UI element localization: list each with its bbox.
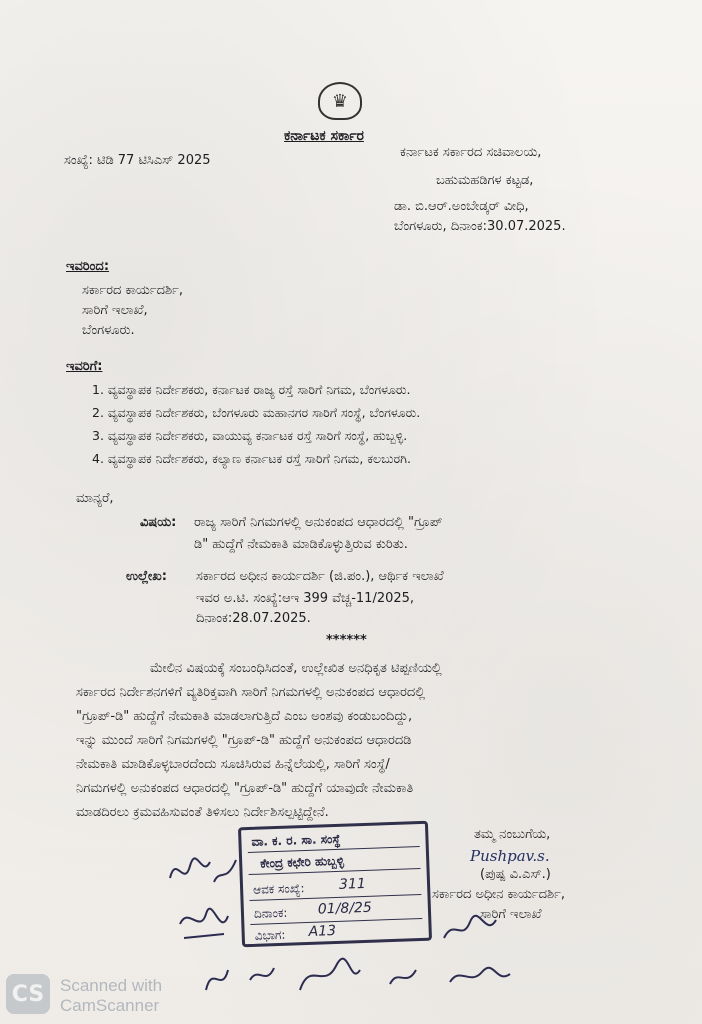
stamp-inward-value: 311 xyxy=(338,875,367,893)
subject-line-1: ರಾಜ್ಯ ಸಾರಿಗೆ ನಿಗಮಗಳಲ್ಲಿ ಅನುಕಂಪದ ಆಧಾರದಲ್ಲಿ "ಗ್ರೂಪ್ xyxy=(194,515,443,530)
closing-yours: ತಮ್ಮ ನಂಬುಗೆಯ, xyxy=(474,827,551,842)
body-line-1: ಮೇಲಿನ ವಿಷಯಕ್ಕೆ ಸಂಬಂಧಿಸಿದಂತೆ, ಉಲ್ಲೇಖಿತ ಅನಧಿಕೃತ ಟಿಪ್ಪಣಿಯಲ್ಲಿ xyxy=(150,661,442,676)
address-line-1: ಕರ್ನಾಟಕ ಸರ್ಕಾರದ ಸಚಿವಾಲಯ, xyxy=(400,145,542,160)
body-line-2: ಸರ್ಕಾರದ ನಿರ್ದೇಶನಗಳಿಗೆ ವ್ಯತಿರಿಕ್ತವಾಗಿ ಸಾರಿಗೆ ನಿಗಮಗಳಲ್ಲಿ ಅನುಕಂಪದ ಆಧಾರದಲ್ಲಿ xyxy=(76,685,426,700)
body-line-3: "ಗ್ರೂಪ್-ಡಿ" ಹುದ್ದೆಗೆ ನೇಮಕಾತಿ ಮಾಡಲಾಗುತ್ತಿದೆ ಎಂಬ ಅಂಶವು ಕಂಡುಬಂದಿದ್ದು, xyxy=(76,709,413,724)
subject-line-2: ಡಿ" ಹುದ್ದೆಗೆ ನೇಮಕಾತಿ ಮಾಡಿಕೊಳ್ಳುತ್ತಿರುವ ಕುರಿತು. xyxy=(194,537,408,552)
address-line-3: ಡಾ. ಬಿ.ಆರ್.ಅಂಬೇಡ್ಕರ್ ವೀಧಿ, xyxy=(394,199,529,214)
body-line-6: ನಿಗಮಗಳಲ್ಲಿ ಅನುಕಂಪದ ಆಧಾರದಲ್ಲಿ "ಗ್ರೂಪ್-ಡಿ" ಹುದ್ದೆಗೆ ಯಾವುದೇ ನೇಮಕಾತಿ xyxy=(76,781,414,796)
stamp-section-value: A13 xyxy=(308,922,337,940)
section-separator: ****** xyxy=(326,633,367,648)
subject-label: ವಿಷಯ: xyxy=(140,515,177,530)
sender-label: ಇವರಿಂದ: xyxy=(66,259,110,274)
recipient-item-3: 3. ವ್ಯವಸ್ಥಾಪಕ ನಿರ್ದೇಶಕರು, ವಾಯುವ್ಯ ಕರ್ನಾಟಕ ರಸ್ತೆ ಸಾರಿಗೆ ಸಂಸ್ಥೆ, ಹುಬ್ಬಳ್ಳಿ. xyxy=(92,428,408,443)
handwritten-initials-1 xyxy=(166,848,240,898)
signatory-designation: ಸರ್ಕಾರದ ಅಧೀನ ಕಾರ್ಯದರ್ಶಿ, xyxy=(432,887,566,902)
reference-label: ಉಲ್ಲೇಖ: xyxy=(126,569,167,584)
letter-date: ಬೆಂಗಳೂರು, ದಿನಾಂಕ:30.07.2025. xyxy=(394,219,566,234)
stamp-office: ಕೇಂದ್ರ ಕಛೇರಿ ಹುಬ್ಬಳ್ಳಿ xyxy=(259,853,345,871)
body-line-7: ಮಾಡದಿರಲು ಕ್ರಮವಹಿಸುವಂತೆ ತಿಳಿಸಲು ನಿರ್ದೇಶಿಸಲ್ಪಟ್ಟಿದ್ದೇನೆ. xyxy=(76,805,329,820)
stamp-inward-label: ಆವಕ ಸಂಖ್ಯೆ: xyxy=(252,881,305,897)
stamp-section-label: ವಿಭಾಗ: xyxy=(254,927,286,943)
handwritten-initials-2 xyxy=(176,904,232,944)
body-line-4: ಇನ್ನು ಮುಂದೆ ಸಾರಿಗೆ ನಿಗಮಗಳಲ್ಲಿ "ಗ್ರೂಪ್-ಡಿ" ಹುದ್ದೆಗೆ ಅನುಕಂಪದ ಆಧಾರದಡಿ xyxy=(76,733,412,748)
address-line-2: ಬಹುಮಹಡಿಗಳ ಕಟ್ಟಡ, xyxy=(436,173,534,188)
government-emblem-icon: ♛ xyxy=(318,82,362,120)
watermark-line-2: CamScanner xyxy=(60,996,160,1015)
handwritten-forwarding-notes xyxy=(200,950,570,1002)
receipt-stamp xyxy=(238,821,432,948)
recipients-label: ಇವರಿಗೆ: xyxy=(66,359,103,374)
reference-line-1: ಸರ್ಕಾರದ ಅಧೀನ ಕಾರ್ಯದರ್ಶಿ (ಜಿ.ಪಂ.), ಆರ್ಥಿಕ ಇಲಾಖೆ xyxy=(196,569,444,584)
sender-line-1: ಸರ್ಕಾರದ ಕಾರ್ಯದರ್ಶಿ, xyxy=(82,283,183,298)
signatory-department: ಸಾರಿಗೆ ಇಲಾಖೆ xyxy=(480,907,542,922)
reference-line-2: ಇವರ ಅ.ಟಿ. ಸಂಖ್ಯೆ:ಆಇ 399 ವೆಚ್ಚ-11/2025, xyxy=(196,591,415,606)
watermark-line-1: Scanned with xyxy=(60,976,163,995)
salutation: ಮಾನ್ಯರೆ, xyxy=(76,491,114,506)
handwritten-signature: Pushpav.s. xyxy=(470,847,550,865)
stamp-date-value: 01/8/25 xyxy=(317,899,373,918)
stamp-date-label: ದಿನಾಂಕ: xyxy=(253,905,288,921)
body-line-5: ನೇಮಕಾತಿ ಮಾಡಿಕೊಳ್ಳಬಾರದೆಂದು ಸೂಚಿಸಿರುವ ಹಿನ್ನೆಲೆಯಲ್ಲಿ, ಸಾರಿಗೆ ಸಂಸ್ಥೆ/ xyxy=(76,757,390,772)
signatory-name: (ಪುಷ್ಪ ವಿ.ಎಸ್.) xyxy=(480,867,551,882)
reference-line-3: ದಿನಾಂಕ:28.07.2025. xyxy=(196,611,311,626)
sender-line-3: ಬೆಂಗಳೂರು. xyxy=(82,323,135,338)
camscanner-logo-icon: CS xyxy=(6,974,50,1014)
sender-line-2: ಸಾರಿಗೆ ಇಲಾಖೆ, xyxy=(82,303,148,318)
handwritten-initials-3 xyxy=(440,910,500,950)
recipient-item-1: 1. ವ್ಯವಸ್ಥಾಪಕ ನಿರ್ದೇಶಕರು, ಕರ್ನಾಟಕ ರಾಜ್ಯ ರಸ್ತೆ ಸಾರಿಗೆ ನಿಗಮ, ಬೆಂಗಳೂರು. xyxy=(92,382,411,397)
recipient-item-4: 4. ವ್ಯವಸ್ಥಾಪಕ ನಿರ್ದೇಶಕರು, ಕಲ್ಯಾಣ ಕರ್ನಾಟಕ ರಸ್ತೆ ಸಾರಿಗೆ ನಿಗಮ, ಕಲಬುರಗಿ. xyxy=(92,451,411,466)
reference-number: ಸಂಖ್ಯೆ: ಟಿಡಿ 77 ಟಿಸಿಎಸ್ 2025 xyxy=(64,153,211,168)
stamp-org: ವಾ. ಕ. ರ. ಸಾ. ಸಂಸ್ಥೆ xyxy=(251,831,341,849)
letterhead-title: ಕರ್ನಾಟಕ ಸರ್ಕಾರ xyxy=(284,128,364,144)
recipient-item-2: 2. ವ್ಯವಸ್ಥಾಪಕ ನಿರ್ದೇಶಕರು, ಬೆಂಗಳೂರು ಮಹಾನಗರ ಸಾರಿಗೆ ಸಂಸ್ಥೆ, ಬೆಂಗಳೂರು. xyxy=(92,405,421,420)
